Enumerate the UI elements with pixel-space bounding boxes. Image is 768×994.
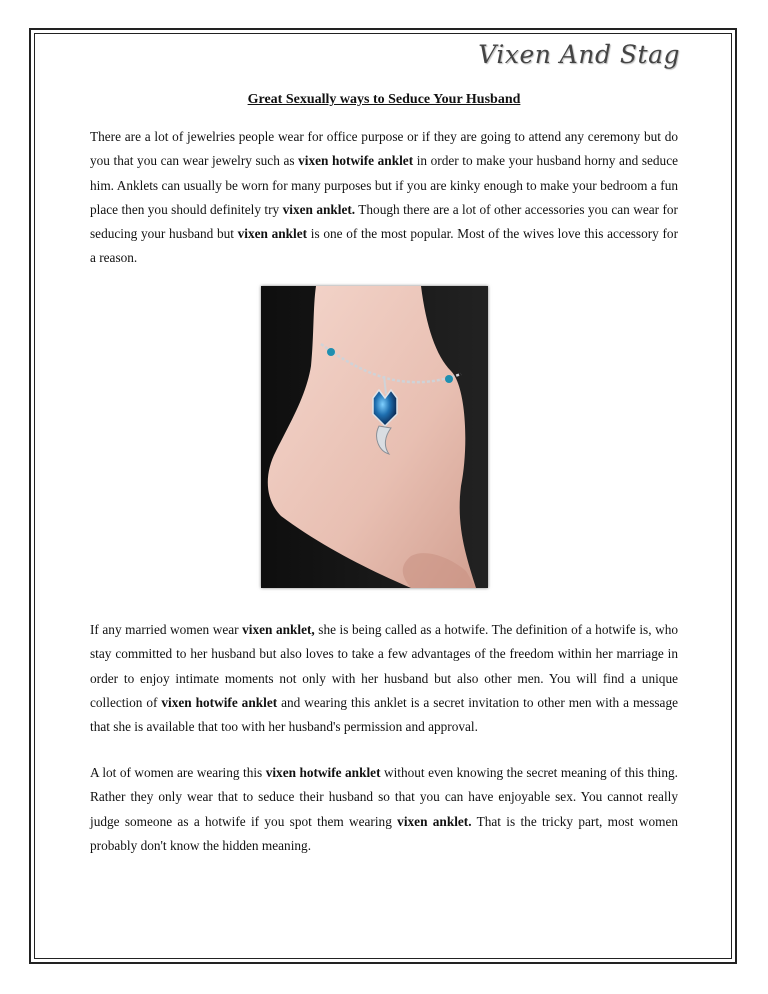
text-run: Though there are a lot of other accessories you can wear for seducing your husband but [90,201,678,242]
keyword-bold: vixen hotwife anklet [298,153,414,169]
text-run: without even knowing the secret meaning of this thing. Rather they only wear that to seduce their husband so that you can have enjoyable sex. You cannot really judge someone as a hotwife if you spot them wearing [90,765,678,829]
anklet-photo [261,286,488,588]
paragraph-hotwife-definition [90,618,678,739]
brand-logo: Vixen And Stag [478,40,680,69]
paragraph-intro [90,125,678,271]
keyword-bold: vixen hotwife anklet [265,765,381,780]
keyword-bold: vixen anklet. [397,813,472,829]
paragraph-hidden-meaning [90,761,678,858]
keyword-bold: vixen anklet, [242,622,315,637]
text-run: There are a lot of jewelries people wear for office purpose or if they are going to attend any ceremony but do you that you can wear jewelry such as [90,129,678,169]
text-run: in order to make your husband horny and seduce him. Anklets can usually be worn for many purposes but if you are kinky enough to make your bedroom a fun place then you should definitely try [90,153,678,217]
text-run: and wearing this anklet is a secret invitation to other men with a message that she is available that too with her husband's permission and approval. [90,694,679,735]
keyword-bold: vixen anklet. [282,201,356,217]
document-title: Great Sexually ways to Seduce Your Husband [247,92,521,107]
keyword-bold: vixen hotwife anklet [161,694,278,710]
text-run: That is the tricky part, most women probably don't know the hidden meaning. [90,813,678,853]
text-run: A lot of women are wearing this [90,765,266,780]
text-run: she is being called as a hotwife. The definition of a hotwife is, who stay committed to her husband but also loves to take a few advantages of the freedom within her marriage in order to enjoy intimate moments not only with her husband but also other men. You will find a unique collection of [90,622,678,710]
text-run: is one of the most popular. Most of the wives love this accessory for a reason. [90,226,678,266]
text-run: If any married women wear [90,622,243,637]
keyword-bold: vixen anklet [237,226,308,242]
